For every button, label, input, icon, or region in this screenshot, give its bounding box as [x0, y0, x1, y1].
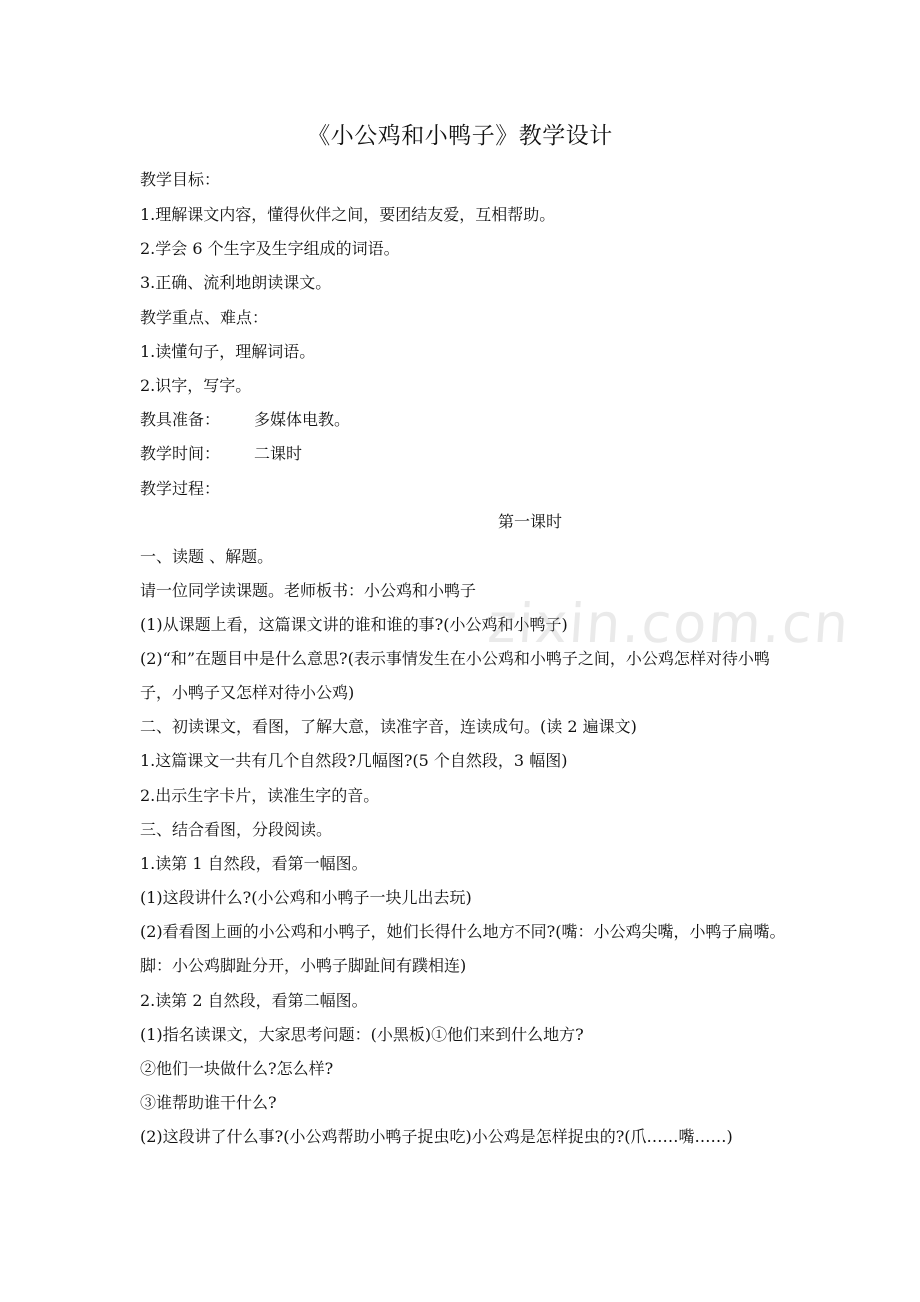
goal-item-2: 2.学会 6 个生字及生字组成的词语。	[140, 239, 400, 258]
section-3-item-2-question-1b: ②他们一块做什么?怎么样?	[140, 1059, 334, 1078]
tools-row	[140, 408, 800, 432]
watermark: zixin.com.cn	[485, 592, 853, 655]
key-points-heading: 教学重点、难点：	[140, 308, 269, 327]
section-2-item-2: 2.出示生字卡片，读准生字的音。	[140, 786, 380, 805]
lesson-heading: 第一课时	[497, 512, 562, 531]
time-value: 二课时	[254, 444, 303, 463]
section-3-item-2-question-1c: ③谁帮助谁干什么?	[140, 1093, 277, 1112]
goals-heading: 教学目标：	[140, 170, 221, 189]
goal-item-3: 3.正确、流利地朗读课文。	[140, 273, 332, 292]
key-point-item-2: 2.识字，写字。	[140, 376, 252, 395]
section-2-item-1: 1.这篇课文一共有几个自然段?几幅图?(5 个自然段，3 幅图)	[140, 751, 568, 770]
key-point-item-1: 1.读懂句子，理解词语。	[140, 342, 316, 361]
section-3-item-2: 2.读第 2 自然段，看第二幅图。	[140, 991, 368, 1010]
tools-value: 多媒体电教。	[254, 410, 351, 429]
section-1-intro: 请一位同学读课题。老师板书：小公鸡和小鸭子	[140, 581, 477, 600]
section-3-item-2-question-2: (2)这段讲了什么事?(小公鸡帮助小鸭子捉虫吃)小公鸡是怎样捉虫的?(爪……嘴……)	[140, 1127, 733, 1146]
tools-label: 教具准备：	[140, 410, 221, 429]
time-row	[140, 442, 800, 466]
section-3-item-1: 1.读第 1 自然段，看第一幅图。	[140, 854, 368, 873]
section-3-item-1-question-1: (1)这段讲什么?(小公鸡和小鸭子一块儿出去玩)	[140, 888, 472, 907]
section-2-heading: 二、初读课文，看图，了解大意，读准字音，连读成句。(读 2 遍课文)	[140, 717, 637, 736]
goal-item-1: 1.理解课文内容，懂得伙伴之间，要团结友爱，互相帮助。	[140, 205, 556, 224]
section-3-heading: 三、结合看图，分段阅读。	[140, 820, 333, 839]
document-title: 《小公鸡和小鸭子》教学设计	[307, 123, 613, 149]
section-1-question-2: (2)“和”在题目中是什么意思?(表示事情发生在小公鸡和小鸭子之间，小公鸡怎样对待小鸭子，小鸭子又怎样对待小公鸡)	[140, 649, 770, 702]
section-1-heading: 一、读题 、解题。	[140, 547, 274, 566]
time-label: 教学时间：	[140, 444, 221, 463]
section-1-question-1: (1)从课题上看，这篇课文讲的谁和谁的事?(小公鸡和小鸭子)	[140, 615, 568, 634]
process-heading: 教学过程：	[140, 479, 221, 498]
section-3-item-1-question-2: (2)看看图上画的小公鸡和小鸭子，她们长得什么地方不同?(嘴：小公鸡尖嘴，小鸭子扁嘴。脚：小公鸡脚趾分开，小鸭子脚趾间有蹼相连)	[140, 922, 786, 975]
section-3-item-2-question-1: (1)指名读课文，大家思考问题：(小黑板)①他们来到什么地方?	[140, 1025, 584, 1044]
